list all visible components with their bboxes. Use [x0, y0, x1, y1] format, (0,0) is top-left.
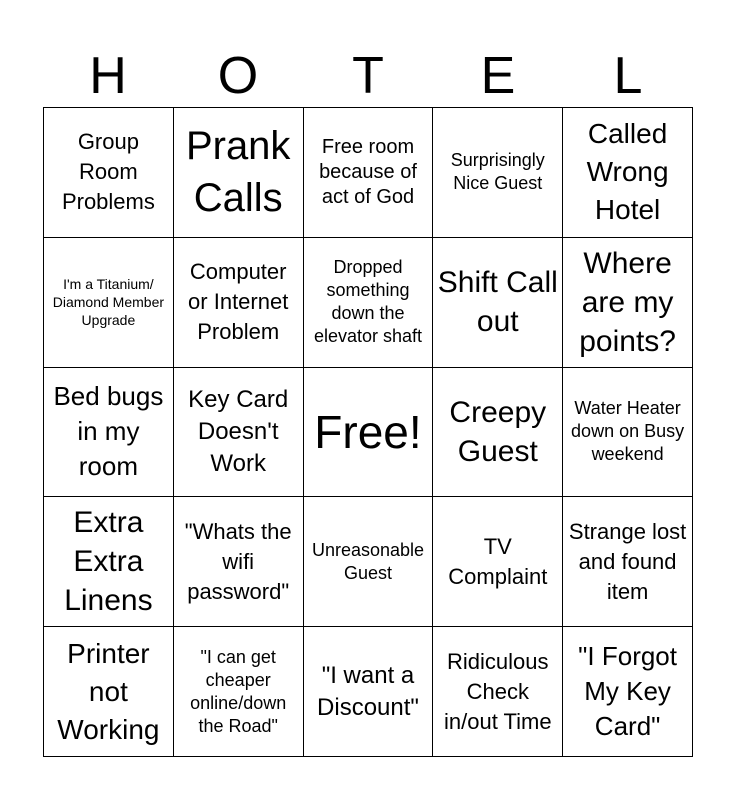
bingo-cell[interactable]: Called Wrong Hotel	[563, 108, 693, 238]
bingo-cell[interactable]: Group Room Problems	[44, 108, 174, 238]
bingo-board	[43, 107, 693, 757]
header-letter-e: E	[480, 47, 516, 105]
bingo-cell[interactable]: Creepy Guest	[433, 367, 563, 497]
bingo-cell[interactable]: Printer not Working	[44, 627, 174, 757]
bingo-cell[interactable]: TV Complaint	[433, 497, 563, 627]
bingo-cell[interactable]: Bed bugs in my room	[44, 367, 174, 497]
header-letter-o: O	[217, 47, 259, 105]
bingo-cell[interactable]: Dropped something down the elevator shaft	[303, 237, 433, 367]
board-row	[44, 627, 693, 757]
bingo-cell[interactable]: Water Heater down on Busy weekend	[563, 367, 693, 497]
board-row	[44, 237, 693, 367]
bingo-cell[interactable]: Unreasonable Guest	[303, 497, 433, 627]
bingo-cell[interactable]: Extra Extra Linens	[44, 497, 174, 627]
bingo-cell[interactable]: "Whats the wifi password"	[173, 497, 303, 627]
bingo-cell[interactable]: Strange lost and found item	[563, 497, 693, 627]
bingo-cell[interactable]: Free room because of act of God	[303, 108, 433, 238]
bingo-cell[interactable]: Key Card Doesn't Work	[173, 367, 303, 497]
bingo-cell[interactable]: Prank Calls	[173, 108, 303, 238]
bingo-cell[interactable]: Where are my points?	[563, 237, 693, 367]
bingo-cell[interactable]: I'm a Titanium/ Diamond Member Upgrade	[44, 237, 174, 367]
bingo-cell[interactable]: "I can get cheaper online/down the Road"	[173, 627, 303, 757]
bingo-cell[interactable]: Computer or Internet Problem	[173, 237, 303, 367]
header-letter-l: L	[613, 47, 643, 105]
header-letter-t: T	[352, 47, 384, 105]
bingo-header	[43, 46, 693, 106]
board-row	[44, 367, 693, 497]
bingo-cell[interactable]: Ridiculous Check in/out Time	[433, 627, 563, 757]
bingo-cell[interactable]: "I Forgot My Key Card"	[563, 627, 693, 757]
bingo-cell[interactable]: Shift Call out	[433, 237, 563, 367]
bingo-cell[interactable]: "I want a Discount"	[303, 627, 433, 757]
board-row	[44, 108, 693, 238]
board-row	[44, 497, 693, 627]
free-space[interactable]: Free!	[303, 367, 433, 497]
bingo-cell[interactable]: Surprisingly Nice Guest	[433, 108, 563, 238]
header-letter-h: H	[89, 47, 127, 105]
